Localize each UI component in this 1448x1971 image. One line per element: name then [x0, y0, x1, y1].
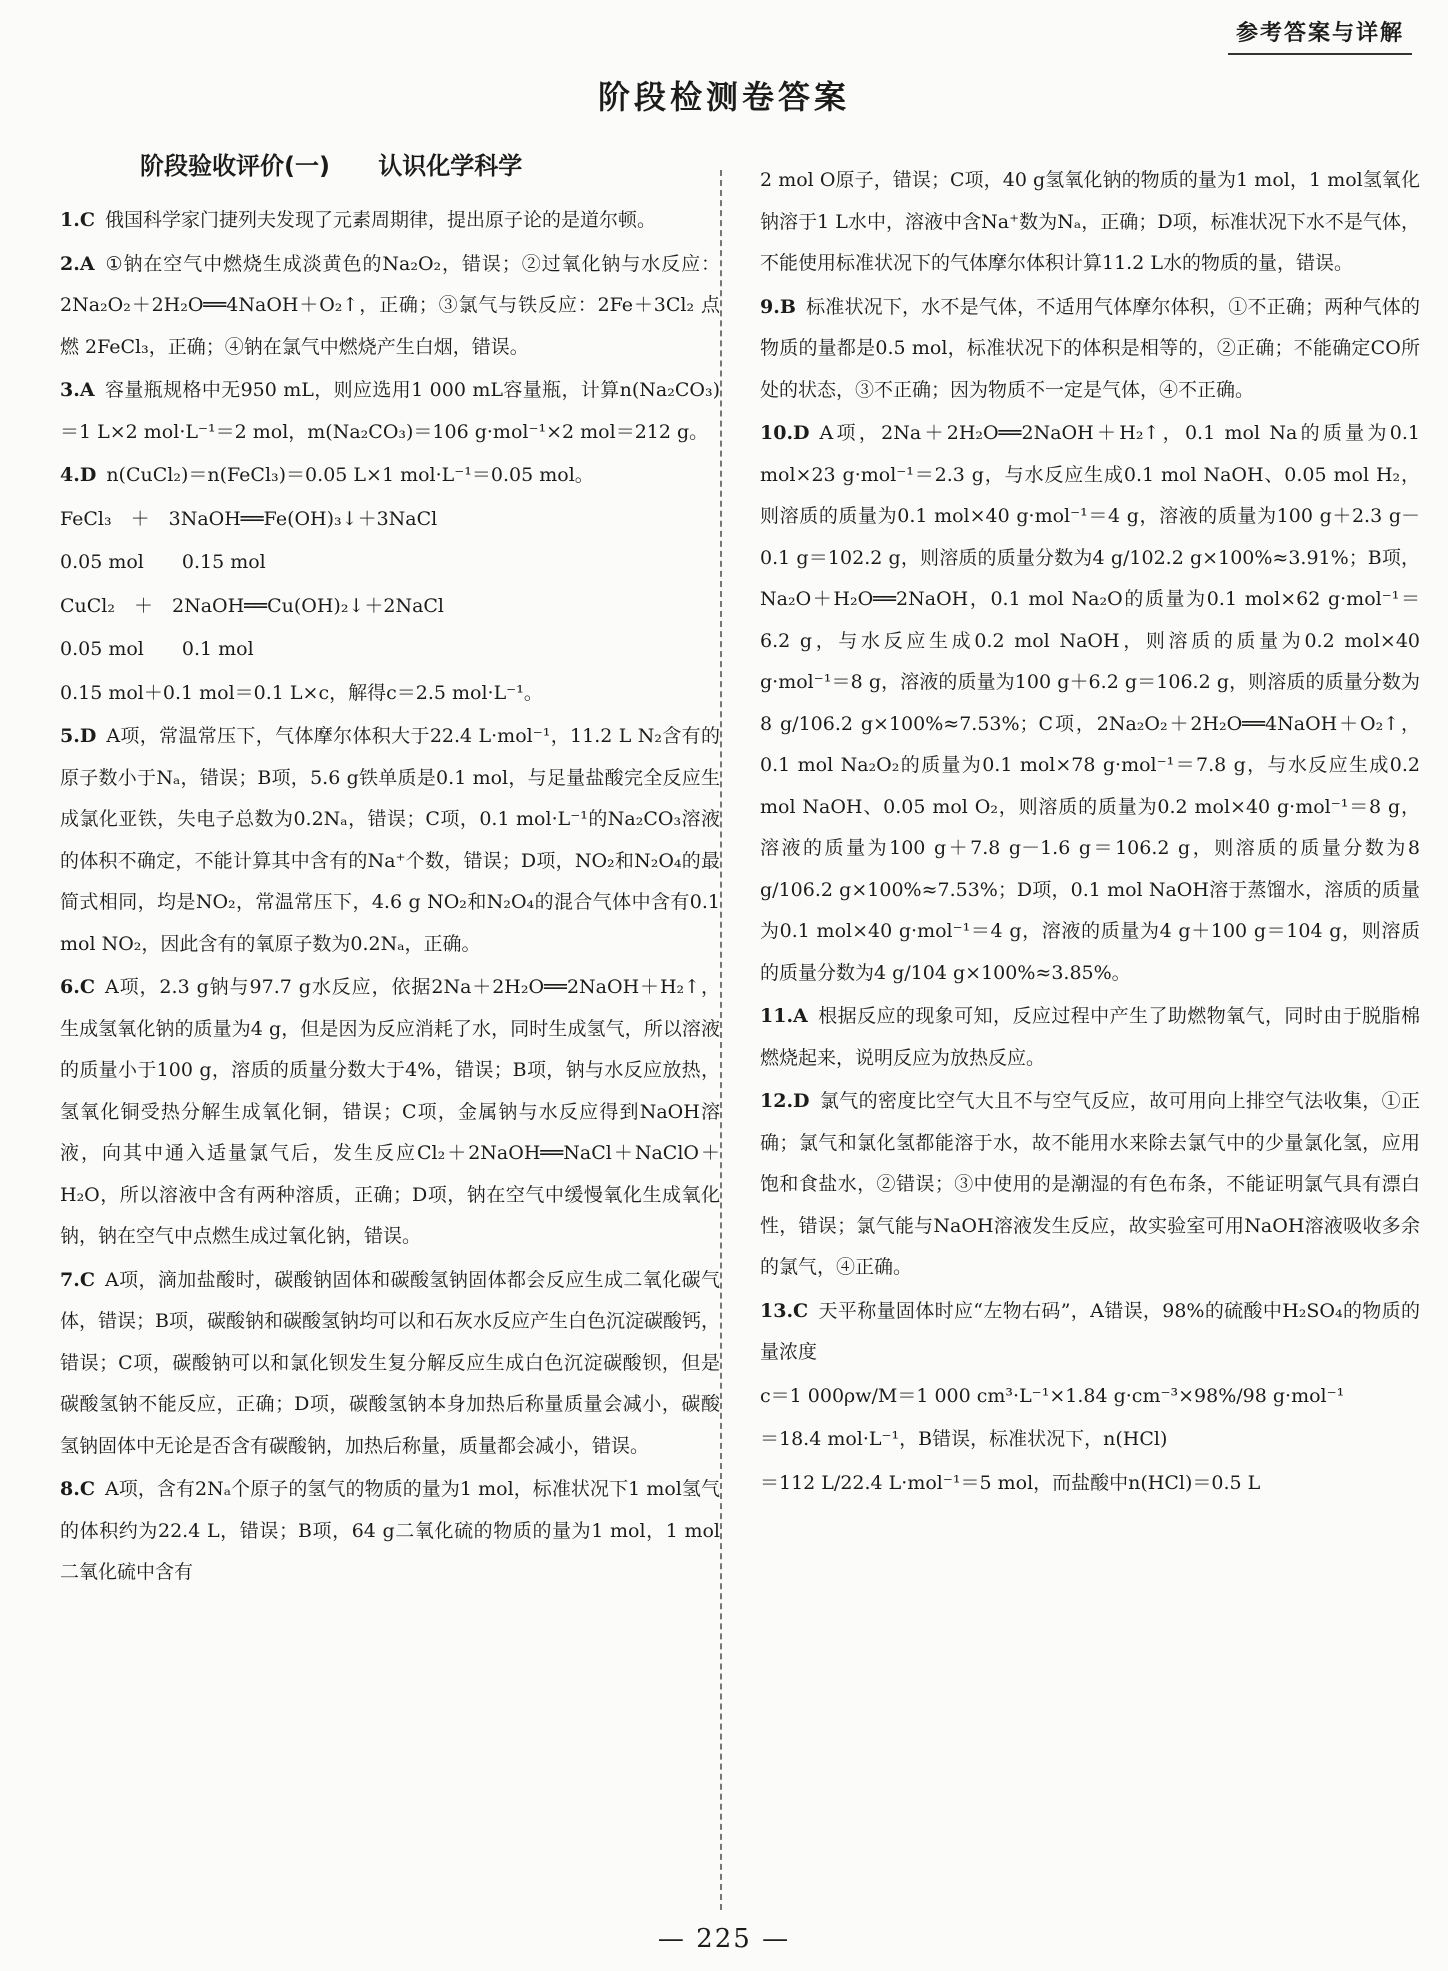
answer-text: FeCl₃ ＋ 3NaOH══Fe(OH)₃↓＋3NaCl [60, 507, 438, 530]
answer-number: 3.A [60, 379, 95, 401]
answer-number: 10.D [760, 422, 810, 444]
page-number: — 225 — [657, 1924, 791, 1954]
answer-number: 9.B [760, 295, 796, 318]
answer-text: n(CuCl₂)＝n(FeCl₃)＝0.05 L×1 mol·L⁻¹＝0.05 mol。 [106, 464, 594, 486]
answer-text: A项，2Na＋2H₂O══2NaOH＋H₂↑，0.1 mol Na的质量为0.1 mol×23 g·mol⁻¹＝2.3 g，与水反应生成0.1 mol NaOH、0.05 mol H₂，则溶质的质量为0.1 mol×40 g·mol⁻¹＝4 g，溶液的质量为100 g＋2.3 g－0.1 g＝102.2 g，则溶质的质量分数为4 g/102.2 g×100%≈3.91%；B项，Na₂O＋H₂O══2NaOH，0.1 mol Na₂O的质量为0.1 mol×62 g·mol⁻¹＝6.2 g，与水反应生成0.2 mol NaOH，则溶质的质量为0.2 mol×40 g·mol⁻¹＝8 g，溶液的质量为100 g＋6.2 g＝106.2 g，则溶质的质量分数为8 g/106.2 g×100%≈7.53%；C项，2Na₂O₂＋2H₂O══4NaOH＋O₂↑，0.1 mol Na₂O₂的质量为0.1 mol×78 g·mol⁻¹＝7.8 g，与水反应生成0.2 mol NaOH、0.05 mol O₂，则溶质的质量为0.2 mol×40 g·mol⁻¹＝8 g，溶液的质量为100 g＋7.8 g－1.6 g＝106.2 g，则溶质的质量分数为8 g/106.2 g×100%≈7.53%；D项，0.1 mol NaOH溶于蒸馏水，溶质的质量为0.1 mol×40 g·mol⁻¹＝4 g，溶液的质量为4 g＋100 g＝104 g，则溶质的质量分数为4 g/104 g×100%≈3.85%。 [760, 422, 1420, 984]
header-tag: 参考答案与详解 [1228, 14, 1412, 55]
answer-text: ＝112 L/22.4 L·mol⁻¹＝5 mol，而盐酸中n(HCl)＝0.5 L [760, 1471, 1261, 1494]
answer-number: 5.D [60, 725, 97, 747]
answer-item [60, 716, 720, 965]
answer-text: A项，滴加盐酸时，碳酸钠固体和碳酸氢钠固体都会反应生成二氧化碳气体，错误；B项，碳酸钠和碳酸氢钠均可以和石灰水反应产生白色沉淀碳酸钙，错误；C项，碳酸钠可以和氯化钡发生复分解反应生成白色沉淀碳酸钡，但是碳酸氢钠不能反应，正确；D项，碳酸氢钠本身加热后称量质量会减小，碳酸氢钠固体中无论是否含有碳酸钠，加热后称量，质量都会减小，错误。 [60, 1268, 720, 1457]
section-title: 阶段验收评价(一) [140, 152, 330, 180]
section-subtitle: 认识化学科学 [378, 152, 523, 180]
answer-number: 4.D [60, 464, 97, 486]
column-divider [720, 170, 722, 1910]
answer-text: CuCl₂ ＋ 2NaOH══Cu(OH)₂↓＋2NaCl [60, 594, 445, 617]
answer-number: 1.C [60, 209, 95, 231]
answer-item [760, 1419, 1420, 1461]
answer-text: 2 mol O原子，错误；C项，40 g氢氧化钠的物质的量为1 mol，1 mol氢氧化钠溶于1 L水中，溶液中含Na⁺数为Nₐ，正确；D项，标准状况下水不是气体，不能使用标准状况下的气体摩尔体积计算11.2 L水的物质的量，错误。 [760, 169, 1420, 274]
answer-item [60, 1260, 720, 1468]
answer-text: 0.05 mol 0.15 mol [60, 551, 266, 573]
answer-number: 11.A [760, 1005, 808, 1027]
answer-text: 根据反应的现象可知，反应过程中产生了助燃物氧气，同时由于脱脂棉燃烧起来，说明反应为放热反应。 [760, 1005, 1420, 1069]
right-column [760, 160, 1420, 1506]
answer-item [760, 1291, 1420, 1374]
answer-item [60, 542, 720, 584]
answer-item [60, 1469, 720, 1594]
answer-text: A项，2.3 g钠与97.7 g水反应，依据2Na＋2H₂O══2NaOH＋H₂↑，生成氢氧化钠的质量为4 g，但是因为反应消耗了水，同时生成氢气，所以溶液的质量小于100 g，溶质的质量分数大于4%，错误；B项，钠与水反应放热，氢氧化铜受热分解生成氧化铜，错误；C项，金属钠与水反应得到NaOH溶液，向其中通入适量氯气后，发生反应Cl₂＋2NaOH══NaCl＋NaClO＋H₂O，所以溶液中含有两种溶质，正确；D项，钠在空气中缓慢氧化生成氧化钠，钠在空气中点燃生成过氧化钠，错误。 [60, 976, 720, 1247]
section-heading [140, 146, 522, 181]
answer-text: ①钠在空气中燃烧生成淡黄色的Na₂O₂，错误；②过氧化钠与水反应：2Na₂O₂＋2H₂O══4NaOH＋O₂↑，正确；③氯气与铁反应：2Fe＋3Cl₂ 点燃 2FeCl₃，正确；④钠在氯气中燃烧产生白烟，错误。 [60, 252, 720, 358]
answer-number: 8.C [60, 1478, 95, 1500]
answer-item [60, 967, 720, 1258]
answer-text: A项，常温常压下，气体摩尔体积大于22.4 L·mol⁻¹，11.2 L N₂含有的原子数小于Nₐ，错误；B项，5.6 g铁单质是0.1 mol，与足量盐酸完全反应生成氯化亚铁，失电子总数为0.2Nₐ，错误；C项，0.1 mol·L⁻¹的Na₂CO₃溶液的体积不确定，不能计算其中含有的Na⁺个数，错误；D项，NO₂和N₂O₄的最简式相同，均是NO₂，常温常压下，4.6 g NO₂和N₂O₄的混合气体中含有0.1 mol NO₂，因此含有的氧原子数为0.2Nₐ，正确。 [60, 725, 720, 955]
answer-number: 2.A [60, 252, 95, 275]
answer-number: 7.C [60, 1268, 95, 1291]
answer-number: 6.C [60, 976, 95, 998]
answer-text: 容量瓶规格中无950 mL，则应选用1 000 mL容量瓶，计算n(Na₂CO₃)＝1 L×2 mol·L⁻¹＝2 mol，m(Na₂CO₃)＝106 g·mol⁻¹×2 mol＝212 g。 [60, 379, 720, 443]
answer-item [760, 287, 1420, 412]
answer-item [760, 160, 1420, 285]
answer-text: 0.15 mol＋0.1 mol＝0.1 L×c，解得c＝2.5 mol·L⁻¹。 [60, 681, 543, 704]
answer-item [60, 370, 720, 453]
answer-number: 12.D [760, 1090, 810, 1112]
answer-text: 标准状况下，水不是气体，不适用气体摩尔体积，①不正确；两种气体的物质的量都是0.5 mol，标准状况下的体积是相等的，②正确；不能确定CO所处的状态，③不正确；因为物质不一定是气体，④不正确。 [760, 295, 1420, 401]
answer-item [60, 499, 720, 541]
answer-item [760, 1376, 1420, 1418]
answer-text: c＝1 000ρw/M＝1 000 cm³·L⁻¹×1.84 g·cm⁻³×98%/98 g·mol⁻¹ [760, 1384, 1345, 1407]
answer-item [60, 586, 720, 628]
left-column [60, 200, 720, 1596]
answer-text: 天平称量固体时应“左物右码”，A错误，98%的硫酸中H₂SO₄的物质的量浓度 [760, 1299, 1420, 1363]
answer-item [60, 629, 720, 671]
answer-number: 13.C [760, 1299, 809, 1322]
answer-item [60, 673, 720, 715]
answer-item [760, 413, 1420, 994]
answer-item [760, 996, 1420, 1079]
page-title: 阶段检测卷答案 [597, 78, 850, 116]
answer-item [60, 244, 720, 369]
answer-text: 氯气的密度比空气大且不与空气反应，故可用向上排空气法收集，①正确；氯气和氯化氢都能溶于水，故不能用水来除去氯气中的少量氯化氢，应用饱和食盐水，②错误；③中使用的是潮湿的有色布条，不能证明氯气具有漂白性，错误；氯气能与NaOH溶液发生反应，故实验室可用NaOH溶液吸收多余的氯气，④正确。 [760, 1090, 1420, 1278]
answer-text: ＝18.4 mol·L⁻¹，B错误，标准状况下，n(HCl) [760, 1428, 1168, 1450]
answer-item [60, 455, 720, 497]
answer-text: 俄国科学家门捷列夫发现了元素周期律，提出原子论的是道尔顿。 [104, 209, 656, 231]
answer-item [60, 200, 720, 242]
answer-text: 0.05 mol 0.1 mol [60, 638, 254, 660]
answer-text: A项，含有2Nₐ个原子的氢气的物质的量为1 mol，标准状况下1 mol氢气的体积约为22.4 L，错误；B项，64 g二氧化硫的物质的量为1 mol，1 mol二氧化硫中含有 [60, 1478, 720, 1583]
answer-item [760, 1081, 1420, 1289]
answer-item [760, 1463, 1420, 1505]
